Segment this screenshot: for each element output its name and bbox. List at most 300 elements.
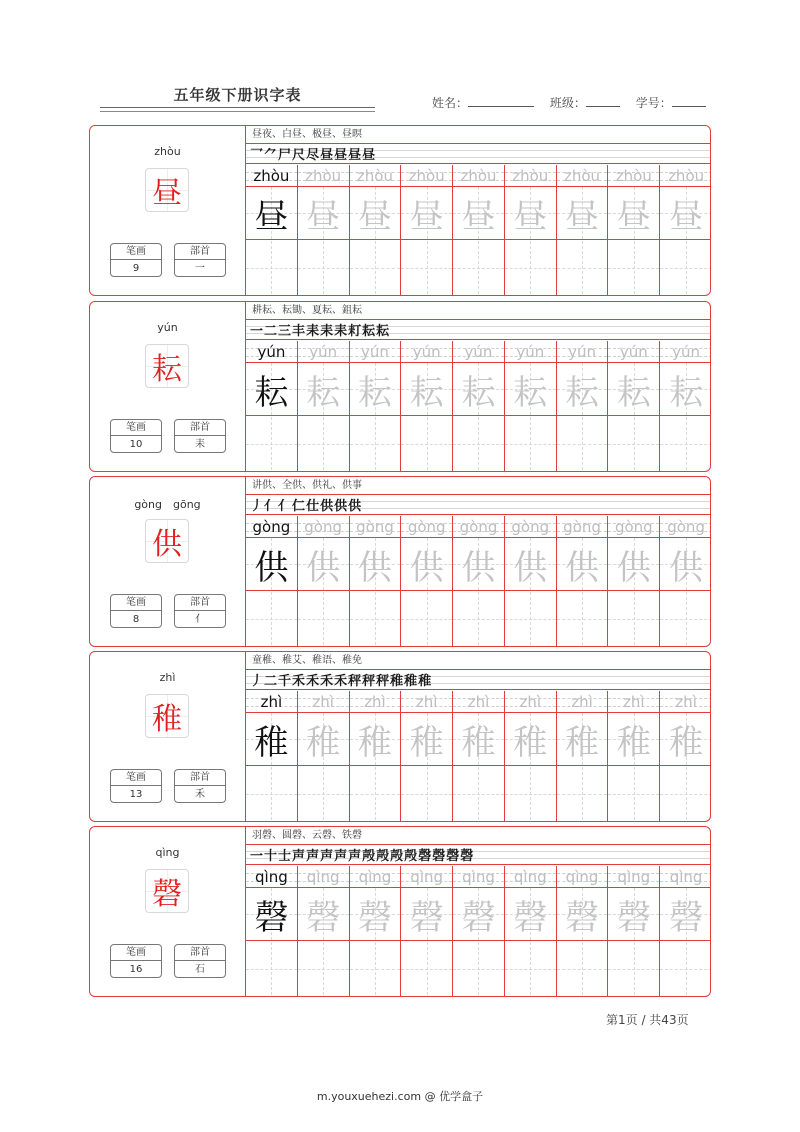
character-trace: 耘 <box>669 372 704 413</box>
pinyin-line <box>453 516 504 538</box>
character-square[interactable] <box>660 187 711 240</box>
number-label: 学号： <box>635 96 672 110</box>
writing-cell[interactable] <box>608 341 660 472</box>
blank-character-square[interactable] <box>350 767 401 820</box>
class-label: 班级： <box>549 96 586 110</box>
character-pinyin: zhì <box>159 671 176 684</box>
character-square[interactable] <box>246 538 297 591</box>
pinyin-line <box>453 341 504 363</box>
blank-character-square[interactable] <box>660 767 711 820</box>
character-info <box>90 827 245 996</box>
radical-value: 禾 <box>195 789 205 800</box>
pinyin-trace: qìng <box>669 868 703 886</box>
pinyin-model: qìng <box>255 868 288 886</box>
name-field[interactable] <box>468 95 534 107</box>
blank-character-square[interactable] <box>505 417 556 470</box>
pinyin-line <box>350 165 401 187</box>
character-square[interactable] <box>453 187 504 240</box>
stroke-step: 耒 <box>306 324 320 339</box>
radical-value: 亻 <box>195 614 205 625</box>
practice-area <box>245 827 711 996</box>
stroke-count-value: 13 <box>129 789 143 800</box>
character-square[interactable] <box>608 888 659 941</box>
pinyin-line <box>608 341 659 363</box>
pinyin-line <box>660 341 711 363</box>
writing-cell[interactable] <box>660 165 711 296</box>
class-field[interactable] <box>586 95 620 107</box>
stroke-step: 尸 <box>278 148 292 163</box>
writing-cell[interactable] <box>246 691 298 822</box>
blank-character-square[interactable] <box>246 767 297 820</box>
blank-character-square[interactable] <box>453 241 504 294</box>
blank-character-square[interactable] <box>298 417 349 470</box>
writing-grid <box>246 165 711 296</box>
blank-character-square[interactable] <box>660 241 711 294</box>
character-info <box>90 126 245 295</box>
stroke-count-label: 笔画 <box>111 420 161 436</box>
stroke-step: 耘 <box>362 324 376 339</box>
stroke-step: 乛 <box>250 148 264 163</box>
pinyin-trace: gòng <box>407 518 446 536</box>
character-square[interactable] <box>298 888 349 941</box>
writing-cell[interactable] <box>557 691 609 822</box>
character-square[interactable] <box>350 538 401 591</box>
blank-character-square[interactable] <box>246 417 297 470</box>
character-square[interactable] <box>608 187 659 240</box>
stroke-count-label: 笔画 <box>111 244 161 260</box>
writing-cell[interactable] <box>505 866 557 997</box>
stroke-step: 耘 <box>376 324 390 339</box>
blank-character-square[interactable] <box>660 942 711 995</box>
character-square[interactable] <box>453 888 504 941</box>
character-trace: 供 <box>409 547 444 588</box>
character-model: 昼 <box>254 196 289 237</box>
pinyin-line <box>350 341 401 363</box>
stroke-order <box>246 845 711 865</box>
writing-cell[interactable] <box>557 516 609 647</box>
blank-character-square[interactable] <box>453 767 504 820</box>
character-square[interactable] <box>660 363 711 416</box>
character-model: 稚 <box>254 722 289 763</box>
writing-cell[interactable] <box>505 341 557 472</box>
blank-character-square[interactable] <box>298 241 349 294</box>
stroke-step: 禾 <box>320 674 334 689</box>
character-square[interactable] <box>246 888 297 941</box>
character-card <box>89 826 711 997</box>
writing-cell[interactable] <box>401 691 453 822</box>
writing-cell[interactable] <box>246 516 298 647</box>
character-trace: 耘 <box>616 372 651 413</box>
blank-character-square[interactable] <box>505 592 556 645</box>
pinyin-line <box>401 341 452 363</box>
stroke-count-box <box>110 769 162 803</box>
character-pinyin: qìng <box>155 846 180 859</box>
stroke-step: 秤 <box>362 674 376 689</box>
blank-character-square[interactable] <box>298 592 349 645</box>
blank-character-square[interactable] <box>608 767 659 820</box>
writing-cell[interactable] <box>246 165 298 296</box>
blank-character-square[interactable] <box>608 592 659 645</box>
pinyin-trace: yún <box>309 343 338 361</box>
pinyin-trace: zhòu <box>305 167 342 185</box>
character-trace: 稚 <box>513 722 548 763</box>
pinyin-line <box>608 866 659 888</box>
example-words: 昼夜、白昼、极昼、昼暝 <box>246 126 711 144</box>
character-info <box>90 477 245 646</box>
stroke-step: 声 <box>306 849 320 864</box>
example-words: 耕耘、耘锄、夏耘、鉏耘 <box>246 302 711 320</box>
pinyin-line <box>557 691 608 713</box>
stroke-order <box>246 495 711 515</box>
character-square[interactable] <box>505 187 556 240</box>
character-square[interactable] <box>660 888 711 941</box>
pinyin-model: yún <box>257 343 286 361</box>
blank-character-square[interactable] <box>350 942 401 995</box>
blank-character-square[interactable] <box>246 592 297 645</box>
character-square[interactable] <box>557 888 608 941</box>
writing-cell[interactable] <box>350 516 402 647</box>
pinyin-line <box>557 866 608 888</box>
stroke-step: 禾 <box>334 674 348 689</box>
pinyin-trace: zhì <box>467 693 490 711</box>
number-field[interactable] <box>672 95 706 107</box>
character-pinyin: gòng gōng <box>134 498 201 511</box>
character-square[interactable] <box>608 538 659 591</box>
pinyin-trace: qìng <box>410 868 444 886</box>
character-square[interactable] <box>350 363 401 416</box>
worksheet-header <box>100 84 710 116</box>
stroke-step: 昼 <box>320 148 334 163</box>
writing-cell[interactable] <box>660 341 711 472</box>
blank-character-square[interactable] <box>505 942 556 995</box>
writing-cell[interactable] <box>246 866 298 997</box>
writing-grid <box>246 516 711 647</box>
writing-cell[interactable] <box>401 516 453 647</box>
footer-credit: m.youxuehezi.com @ 优学盒子 <box>316 1090 484 1103</box>
pinyin-line <box>557 165 608 187</box>
practice-area <box>245 477 711 646</box>
character-square[interactable] <box>660 538 711 591</box>
character-trace: 磬 <box>461 897 496 938</box>
writing-cell[interactable] <box>505 691 557 822</box>
pinyin-trace: qìng <box>565 868 599 886</box>
blank-character-square[interactable] <box>401 767 452 820</box>
pinyin-trace: qìng <box>462 868 495 886</box>
pinyin-trace: qìng <box>358 868 392 886</box>
stroke-step: 昼 <box>348 148 362 163</box>
pinyin-line <box>401 516 452 538</box>
character-square[interactable] <box>505 538 556 591</box>
character-square[interactable] <box>660 713 711 766</box>
pinyin-line <box>298 866 349 888</box>
name-label: 姓名： <box>432 96 469 110</box>
character-glyph: 磬 <box>152 877 182 912</box>
radical-label: 部首 <box>175 945 225 961</box>
pinyin-trace: zhòu <box>460 167 497 185</box>
character-trace: 磬 <box>306 897 341 938</box>
pinyin-line <box>660 691 711 713</box>
writing-cell[interactable] <box>401 341 453 472</box>
pinyin-line <box>401 165 452 187</box>
pinyin-trace: gòng <box>667 518 705 536</box>
stroke-count-box <box>110 243 162 277</box>
pinyin-line <box>660 866 711 888</box>
stroke-count-box <box>110 594 162 628</box>
writing-cell[interactable] <box>608 691 660 822</box>
stroke-step: 供 <box>320 499 334 514</box>
character-trace: 磬 <box>565 897 600 938</box>
stroke-count-value: 16 <box>129 964 143 975</box>
blank-character-square[interactable] <box>608 942 659 995</box>
writing-cell[interactable] <box>453 165 505 296</box>
pinyin-line <box>608 691 659 713</box>
character-square[interactable] <box>350 187 401 240</box>
pinyin-line <box>401 866 452 888</box>
writing-cell[interactable] <box>298 165 350 296</box>
pinyin-trace: zhì <box>364 693 386 711</box>
character-square[interactable] <box>453 363 504 416</box>
stroke-order <box>246 670 711 690</box>
blank-character-square[interactable] <box>350 417 401 470</box>
stroke-step: 磬 <box>418 849 432 864</box>
stroke-step: 稚 <box>404 674 418 689</box>
blank-character-square[interactable] <box>350 241 401 294</box>
character-square[interactable] <box>505 713 556 766</box>
writing-cell[interactable] <box>660 691 711 822</box>
writing-cell[interactable] <box>557 165 609 296</box>
pinyin-trace: yún <box>672 343 701 361</box>
writing-cell[interactable] <box>350 866 402 997</box>
blank-character-square[interactable] <box>557 241 608 294</box>
character-model: 耘 <box>254 372 289 413</box>
pinyin-line <box>350 516 401 538</box>
character-square[interactable] <box>505 888 556 941</box>
pinyin-line <box>660 165 711 187</box>
pinyin-line <box>246 691 297 713</box>
writing-cell[interactable] <box>453 516 505 647</box>
radical-box <box>174 769 226 803</box>
character-square[interactable] <box>246 713 297 766</box>
character-trace: 磬 <box>513 897 548 938</box>
stroke-step: 声 <box>320 849 334 864</box>
character-square[interactable] <box>350 888 401 941</box>
stroke-step: 供 <box>348 499 362 514</box>
blank-character-square[interactable] <box>608 241 659 294</box>
pinyin-trace: zhì <box>415 693 438 711</box>
writing-cell[interactable] <box>453 341 505 472</box>
writing-cell[interactable] <box>298 691 350 822</box>
character-square[interactable] <box>401 187 452 240</box>
blank-character-square[interactable] <box>401 241 452 294</box>
writing-cell[interactable] <box>401 165 453 296</box>
character-trace: 供 <box>357 547 392 588</box>
pinyin-trace: zhì <box>519 693 542 711</box>
stroke-count-value: 8 <box>132 614 140 625</box>
blank-character-square[interactable] <box>401 942 452 995</box>
character-square[interactable] <box>350 713 401 766</box>
pinyin-trace: gòng <box>511 518 550 536</box>
character-square[interactable] <box>557 538 608 591</box>
character-trace: 昼 <box>461 196 496 237</box>
character-glyph: 昼 <box>152 176 182 211</box>
character-square[interactable] <box>453 538 504 591</box>
blank-character-square[interactable] <box>453 592 504 645</box>
pinyin-line <box>608 516 659 538</box>
stroke-step: 声 <box>334 849 348 864</box>
stroke-step: 十 <box>264 849 278 864</box>
stroke-step: 供 <box>334 499 348 514</box>
pinyin-line <box>453 866 504 888</box>
radical-value: 石 <box>195 964 205 975</box>
blank-character-square[interactable] <box>505 241 556 294</box>
blank-character-square[interactable] <box>660 592 711 645</box>
character-square[interactable] <box>246 363 297 416</box>
character-square[interactable] <box>453 713 504 766</box>
character-trace: 供 <box>565 547 600 588</box>
pinyin-line <box>246 165 297 187</box>
character-square[interactable] <box>401 538 452 591</box>
character-square[interactable] <box>298 187 349 240</box>
pinyin-line <box>246 866 297 888</box>
character-display <box>145 694 189 738</box>
character-trace: 昼 <box>616 196 651 237</box>
writing-cell[interactable] <box>246 341 298 472</box>
character-square[interactable] <box>246 187 297 240</box>
blank-character-square[interactable] <box>505 767 556 820</box>
character-trace: 稚 <box>565 722 600 763</box>
writing-cell[interactable] <box>660 516 711 647</box>
writing-cell[interactable] <box>453 691 505 822</box>
pinyin-trace: gòng <box>356 518 394 536</box>
writing-cell[interactable] <box>505 165 557 296</box>
radical-label: 部首 <box>175 770 225 786</box>
stroke-step: 殸 <box>362 849 376 864</box>
writing-cell[interactable] <box>298 866 350 997</box>
stroke-step: 磬 <box>446 849 460 864</box>
stroke-count-label: 笔画 <box>111 770 161 786</box>
stroke-step: 三 <box>278 324 292 339</box>
character-square[interactable] <box>557 187 608 240</box>
stroke-step: 磬 <box>432 849 446 864</box>
blank-character-square[interactable] <box>660 417 711 470</box>
blank-character-square[interactable] <box>298 942 349 995</box>
writing-cell[interactable] <box>608 165 660 296</box>
stroke-count-label: 笔画 <box>111 945 161 961</box>
blank-character-square[interactable] <box>453 417 504 470</box>
character-square[interactable] <box>401 713 452 766</box>
stroke-step: 千 <box>278 674 292 689</box>
character-square[interactable] <box>505 363 556 416</box>
writing-cell[interactable] <box>298 341 350 472</box>
pinyin-line <box>505 691 556 713</box>
writing-grid <box>246 341 711 472</box>
pinyin-trace: zhì <box>675 693 697 711</box>
character-square[interactable] <box>557 713 608 766</box>
pinyin-line <box>505 165 556 187</box>
pinyin-trace: yún <box>412 343 441 361</box>
blank-character-square[interactable] <box>557 417 608 470</box>
pinyin-trace: yún <box>568 343 596 361</box>
character-glyph: 稚 <box>152 702 182 737</box>
blank-character-square[interactable] <box>608 417 659 470</box>
writing-cell[interactable] <box>608 866 660 997</box>
blank-character-square[interactable] <box>401 592 452 645</box>
blank-character-square[interactable] <box>401 417 452 470</box>
character-trace: 稚 <box>306 722 341 763</box>
blank-character-square[interactable] <box>453 942 504 995</box>
character-square[interactable] <box>298 363 349 416</box>
stroke-step: 仁 <box>292 499 306 514</box>
blank-character-square[interactable] <box>557 767 608 820</box>
pinyin-line <box>246 341 297 363</box>
pinyin-line <box>660 516 711 538</box>
character-trace: 稚 <box>616 722 651 763</box>
character-card <box>89 476 711 647</box>
character-square[interactable] <box>608 363 659 416</box>
example-words: 童稚、稚艾、稚语、稚免 <box>246 652 711 670</box>
character-trace: 供 <box>306 547 341 588</box>
blank-character-square[interactable] <box>350 592 401 645</box>
character-glyph: 耘 <box>152 352 182 387</box>
pinyin-line <box>505 341 556 363</box>
blank-character-square[interactable] <box>246 942 297 995</box>
character-trace: 供 <box>616 547 651 588</box>
writing-cell[interactable] <box>505 516 557 647</box>
writing-cell[interactable] <box>453 866 505 997</box>
character-trace: 磬 <box>409 897 444 938</box>
writing-cell[interactable] <box>557 341 609 472</box>
stroke-step: 亻 <box>278 499 292 514</box>
character-square[interactable] <box>401 363 452 416</box>
blank-character-square[interactable] <box>246 241 297 294</box>
writing-cell[interactable] <box>298 516 350 647</box>
radical-box <box>174 243 226 277</box>
pinyin-line <box>246 516 297 538</box>
character-trace: 耘 <box>409 372 444 413</box>
writing-cell[interactable] <box>608 516 660 647</box>
character-square[interactable] <box>298 538 349 591</box>
stroke-step: 昼 <box>362 148 376 163</box>
writing-cell[interactable] <box>350 165 402 296</box>
pinyin-line <box>453 691 504 713</box>
character-model: 供 <box>254 547 289 588</box>
writing-cell[interactable] <box>557 866 609 997</box>
blank-character-square[interactable] <box>557 592 608 645</box>
example-words: 羽磬、圆磬、云磬、铁磬 <box>246 827 711 845</box>
pinyin-trace: zhòu <box>512 167 549 185</box>
writing-cell[interactable] <box>401 866 453 997</box>
character-display <box>145 168 189 212</box>
radical-label: 部首 <box>175 420 225 436</box>
stroke-count-box <box>110 944 162 978</box>
blank-character-square[interactable] <box>298 767 349 820</box>
stroke-step: 磬 <box>460 849 474 864</box>
character-square[interactable] <box>401 888 452 941</box>
pinyin-trace: zhòu <box>615 167 652 185</box>
writing-cell[interactable] <box>350 341 402 472</box>
writing-cell[interactable] <box>660 866 711 997</box>
blank-character-square[interactable] <box>557 942 608 995</box>
character-square[interactable] <box>298 713 349 766</box>
character-pinyin: yún <box>157 321 178 334</box>
character-square[interactable] <box>557 363 608 416</box>
writing-cell[interactable] <box>350 691 402 822</box>
title-underline-secondary <box>100 111 375 112</box>
character-square[interactable] <box>608 713 659 766</box>
stroke-order <box>246 320 711 340</box>
character-card <box>89 301 711 472</box>
character-glyph: 供 <box>152 527 182 562</box>
